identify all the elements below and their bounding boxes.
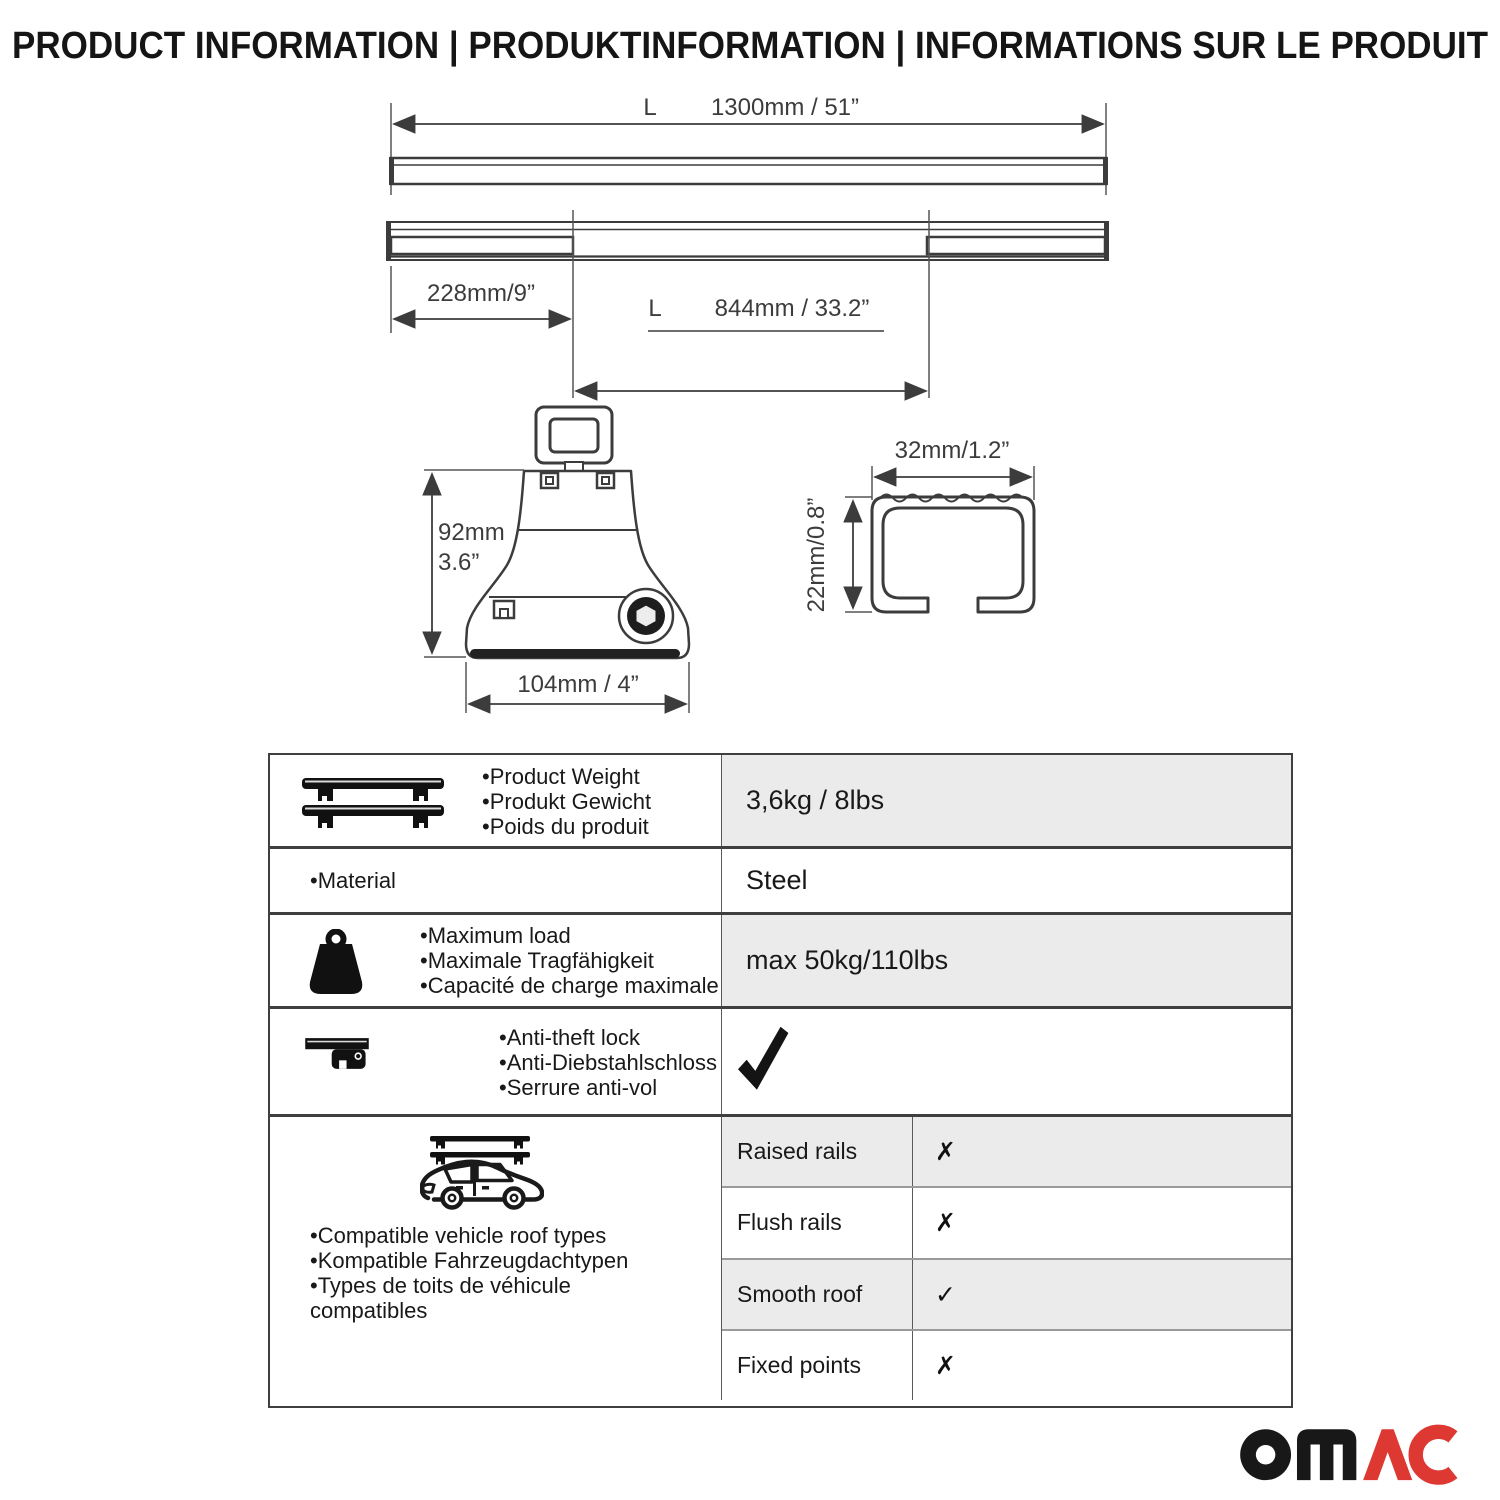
spec-label: •Maximum load: [420, 923, 571, 948]
table-row-roof-types: [270, 1117, 1291, 1400]
profile-height-label: 22mm/0.8”: [803, 497, 830, 613]
foot-spacing-label: 228mm/9”: [426, 280, 536, 307]
foot-height-mm-label: 92mm: [438, 519, 505, 546]
roof-type-row-fixed-points: [722, 1331, 1291, 1400]
spec-label: •Produkt Gewicht: [482, 789, 652, 814]
inner-length-label: 844mm / 33.2”: [714, 295, 870, 322]
spec-label: •Types de toits de véhicule: [310, 1273, 571, 1298]
spec-value-weight: 3,6kg / 8lbs: [746, 785, 885, 815]
car-roof-rack-icon: [420, 1136, 544, 1219]
spec-label: •Capacité de charge maximale: [420, 973, 719, 998]
mount-foot-drawing: [424, 407, 689, 713]
roof-type-label: Flush rails: [722, 1188, 913, 1257]
roof-type-row-flush-rails: [722, 1188, 1291, 1259]
spec-label: •Compatible vehicle roof types: [310, 1223, 607, 1248]
spec-table: [268, 753, 1293, 1408]
inner-length-prefix: L: [648, 295, 662, 322]
spec-label: •Material: [310, 868, 396, 893]
roof-type-label: Fixed points: [722, 1331, 913, 1400]
roof-type-row-raised-rails: [722, 1117, 1291, 1188]
cross-mark-icon: ✗: [935, 1137, 956, 1167]
spec-value-material: Steel: [746, 865, 808, 895]
roof-rack-bars-icon: [302, 776, 444, 833]
spec-label: •Anti-Diebstahlschloss: [499, 1050, 718, 1075]
anti-theft-lock-icon: [305, 1036, 369, 1077]
spec-label: •Anti-theft lock: [499, 1025, 640, 1050]
omac-logo: [1232, 1414, 1462, 1497]
crossbar-total-drawing: [389, 94, 1108, 195]
page-title: PRODUCT INFORMATION | PRODUKTINFORMATION | INFORMATIONS SUR LE PRODUIT: [12, 24, 1488, 67]
total-length-label: 1300mm / 51”: [710, 94, 860, 121]
check-mark-icon: ✓: [935, 1279, 956, 1309]
profile-cross-section-drawing: [803, 437, 1034, 612]
table-row-max-load: [270, 915, 1291, 1009]
cross-mark-icon: ✗: [935, 1350, 956, 1380]
crossbar-sections-drawing: [386, 210, 1109, 398]
spec-label: •Kompatible Fahrzeugdachtypen: [310, 1248, 629, 1273]
table-row-material: [270, 849, 1291, 915]
foot-width-label: 104mm / 4”: [517, 671, 639, 698]
spec-label: •Poids du produit: [482, 814, 649, 839]
spec-label: •Maximale Tragfähigkeit: [420, 948, 654, 973]
cross-mark-icon: ✗: [935, 1208, 956, 1238]
foot-height-in-label: 3.6”: [438, 549, 480, 576]
spec-label: •Product Weight: [482, 764, 640, 789]
table-row-product-weight: [270, 755, 1291, 849]
roof-type-label: Raised rails: [722, 1117, 913, 1186]
spec-label: •Serrure anti-vol: [499, 1075, 658, 1100]
roof-type-row-smooth-roof: [722, 1260, 1291, 1331]
roof-type-label: Smooth roof: [722, 1260, 913, 1329]
roof-type-subtable: [722, 1117, 1291, 1400]
spec-value-max-load: max 50kg/110lbs: [746, 945, 949, 975]
big-check-icon: [722, 1023, 790, 1100]
total-length-prefix: L: [643, 94, 657, 121]
table-row-anti-theft: [270, 1009, 1291, 1117]
weight-icon: [307, 929, 365, 1000]
profile-width-label: 32mm/1.2”: [894, 437, 1010, 464]
spec-label: compatibles: [310, 1298, 428, 1323]
